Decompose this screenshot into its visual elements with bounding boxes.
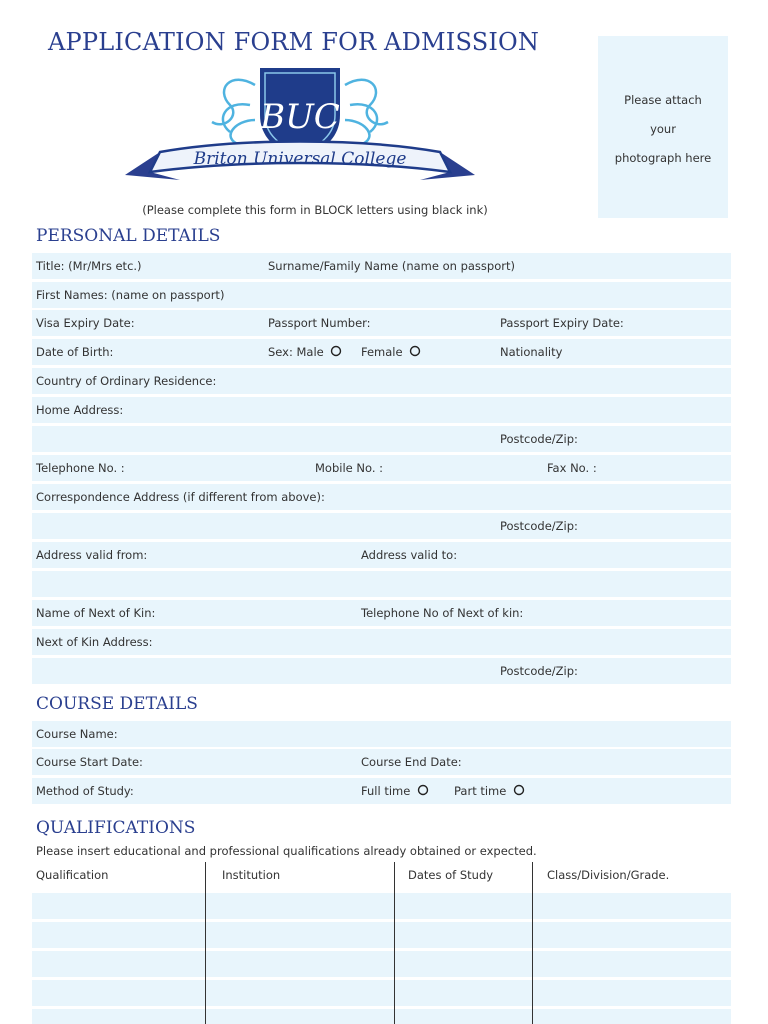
photo-box xyxy=(598,36,728,218)
photo-box-line1: Please attach xyxy=(624,93,702,107)
sex-female-option[interactable] xyxy=(361,345,421,359)
country-row[interactable] xyxy=(32,368,731,394)
qualification-row[interactable] xyxy=(32,893,731,919)
col-header-grade: Class/Division/Grade. xyxy=(547,868,670,882)
column-divider xyxy=(205,862,206,1024)
qualification-row[interactable] xyxy=(32,922,731,948)
sex-female-label: Female xyxy=(361,345,403,359)
kin-address-label: Next of Kin Address: xyxy=(36,635,153,649)
valid-from-label: Address valid from: xyxy=(36,548,148,562)
visa-expiry-label: Visa Expiry Date: xyxy=(36,316,135,330)
telephone-label: Telephone No. : xyxy=(36,461,125,475)
full-time-label: Full time xyxy=(361,784,411,798)
college-crest-logo xyxy=(120,60,480,200)
photo-box-line2: your xyxy=(650,122,676,136)
title-surname-row[interactable] xyxy=(32,253,731,279)
svg-text:Briton Universal College: Briton Universal College xyxy=(193,149,407,169)
correspondence-postcode-row[interactable] xyxy=(32,513,731,539)
home-address-label: Home Address: xyxy=(36,403,124,417)
course-end-label: Course End Date: xyxy=(361,755,462,769)
personal-details-heading: PERSONAL DETAILS xyxy=(36,226,221,246)
mobile-label: Mobile No. : xyxy=(315,461,384,475)
first-names-label: First Names: (name on passport) xyxy=(36,288,225,302)
course-name-row[interactable] xyxy=(32,721,731,747)
visa-passport-row[interactable] xyxy=(32,310,731,336)
dob-label: Date of Birth: xyxy=(36,345,114,359)
qualifications-heading: QUALIFICATIONS xyxy=(36,818,196,838)
surname-label: Surname/Family Name (name on passport) xyxy=(268,259,515,273)
course-dates-row[interactable] xyxy=(32,749,731,775)
blank-row[interactable] xyxy=(32,571,731,597)
home-address-row[interactable] xyxy=(32,397,731,423)
col-header-qualification: Qualification xyxy=(36,868,109,882)
kin-name-label: Name of Next of Kin: xyxy=(36,606,156,620)
kin-address-row[interactable] xyxy=(32,629,731,655)
method-label: Method of Study: xyxy=(36,784,134,798)
next-of-kin-row[interactable] xyxy=(32,600,731,626)
country-label: Country of Ordinary Residence: xyxy=(36,374,217,388)
fax-label: Fax No. : xyxy=(547,461,597,475)
qualification-row[interactable] xyxy=(32,980,731,1006)
title-label: Title: (Mr/Mrs etc.) xyxy=(36,259,142,273)
passport-number-label: Passport Number: xyxy=(268,316,371,330)
female-radio-icon[interactable] xyxy=(409,345,421,357)
phone-row[interactable] xyxy=(32,455,731,481)
full-time-radio-icon[interactable] xyxy=(417,784,429,796)
instruction-text: (Please complete this form in BLOCK letters using black ink) xyxy=(142,203,488,217)
first-names-row[interactable] xyxy=(32,282,731,308)
photo-box-line3: photograph here xyxy=(614,151,712,165)
address-valid-row[interactable] xyxy=(32,542,731,568)
home-postcode-row[interactable] xyxy=(32,426,731,452)
nationality-label: Nationality xyxy=(500,345,563,359)
kin-postcode-label: Postcode/Zip: xyxy=(500,664,578,678)
column-divider xyxy=(532,862,533,1024)
home-postcode-label: Postcode/Zip: xyxy=(500,432,578,446)
dob-sex-row xyxy=(32,339,731,365)
study-method-row xyxy=(32,778,731,804)
full-time-option[interactable] xyxy=(361,784,429,798)
part-time-radio-icon[interactable] xyxy=(513,784,525,796)
correspondence-row[interactable] xyxy=(32,484,731,510)
page-title: APPLICATION FORM FOR ADMISSION xyxy=(48,28,540,56)
sex-male-option[interactable] xyxy=(268,345,342,359)
correspondence-label: Correspondence Address (if different from above): xyxy=(36,490,325,504)
svg-text:BUC: BUC xyxy=(260,97,340,137)
valid-to-label: Address valid to: xyxy=(361,548,458,562)
column-divider xyxy=(394,862,395,1024)
col-header-institution: Institution xyxy=(222,868,281,882)
passport-expiry-label: Passport Expiry Date: xyxy=(500,316,624,330)
course-start-label: Course Start Date: xyxy=(36,755,143,769)
course-details-heading: COURSE DETAILS xyxy=(36,694,198,714)
kin-phone-label: Telephone No of Next of kin: xyxy=(361,606,524,620)
kin-postcode-row[interactable] xyxy=(32,658,731,684)
part-time-option[interactable] xyxy=(454,784,525,798)
qualification-row[interactable] xyxy=(32,951,731,977)
col-header-dates: Dates of Study xyxy=(408,868,494,882)
correspondence-postcode-label: Postcode/Zip: xyxy=(500,519,578,533)
part-time-label: Part time xyxy=(454,784,507,798)
qualifications-note: Please insert educational and professional qualifications already obtained or expected. xyxy=(36,844,537,858)
male-radio-icon[interactable] xyxy=(330,345,342,357)
course-name-label: Course Name: xyxy=(36,727,118,741)
qualification-row[interactable] xyxy=(32,1009,731,1024)
sex-male-label: Sex: Male xyxy=(268,345,324,359)
